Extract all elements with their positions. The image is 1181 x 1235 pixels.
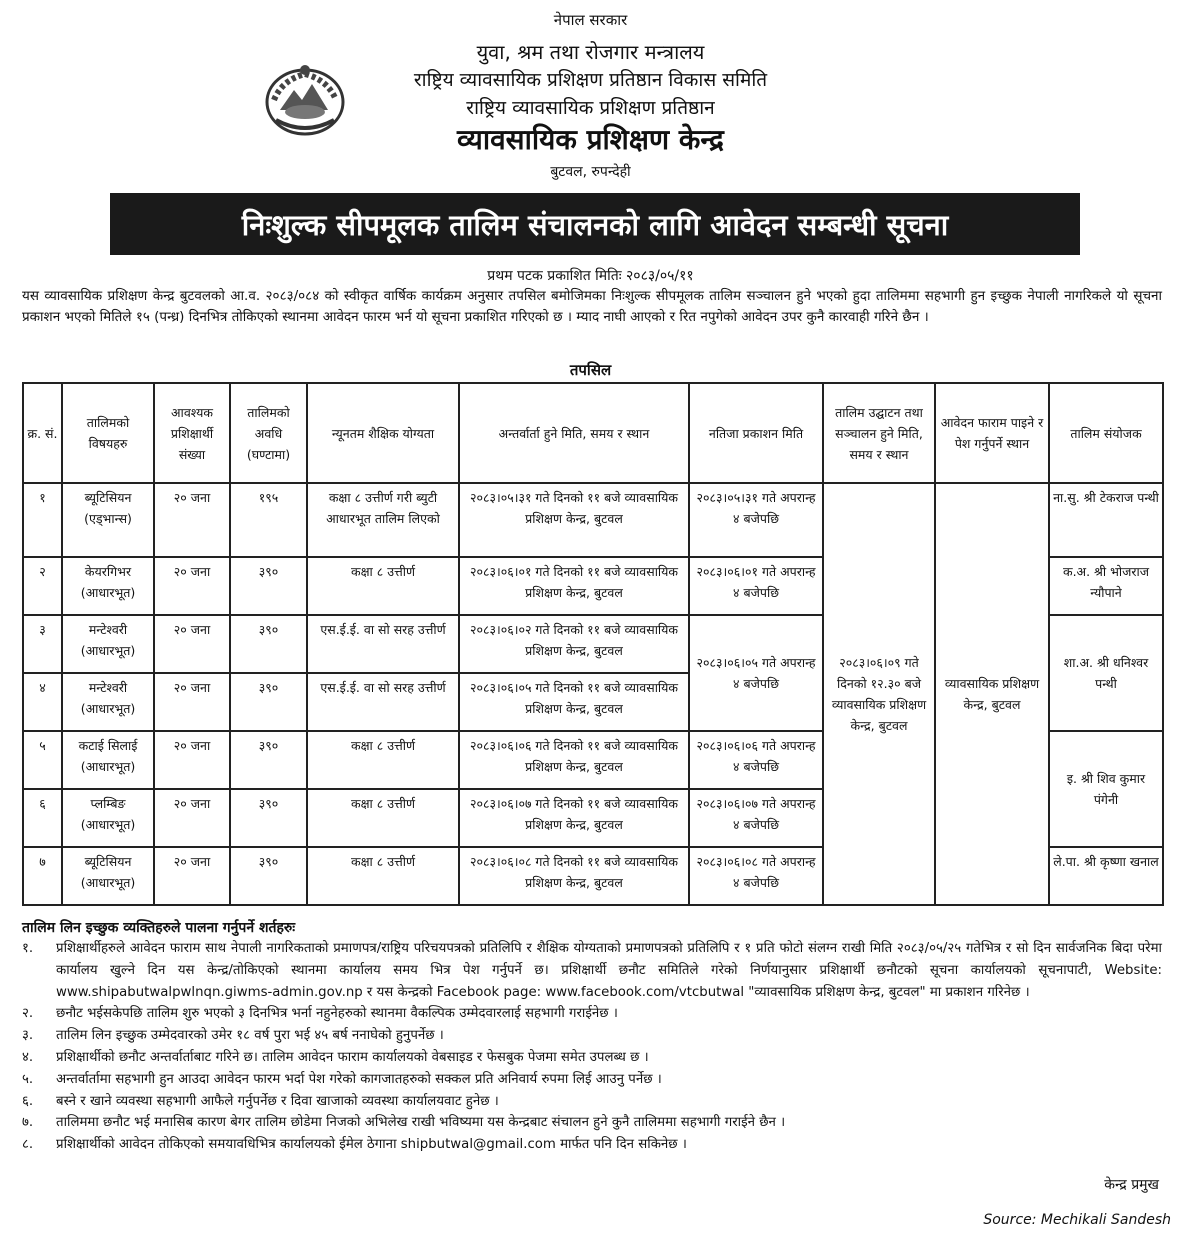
cell-coordinator: ले.पा. श्री कृष्णा खनाल	[1049, 847, 1163, 905]
cell-qualification: कक्षा ८ उत्तीर्ण	[307, 557, 459, 615]
cell-subject: केयरगिभर (आधारभूत)	[62, 557, 154, 615]
cell-result: २०८३।०६।०६ गते अपरान्ह ४ बजेपछि	[689, 731, 823, 789]
cell-duration: १९५	[230, 483, 307, 557]
cell-subject: मन्टेश्वरी (आधारभूत)	[62, 615, 154, 673]
cell-sn: ५	[23, 731, 62, 789]
cell-interview: २०८३।०६।०८ गते दिनको ११ बजे व्यावसायिक प्रशिक्षण केन्द्र, बुटवल	[459, 847, 689, 905]
header-committee: राष्ट्रिय व्यावसायिक प्रशिक्षण प्रतिष्ठान विकास समिति	[413, 69, 768, 91]
cell-coordinator: ना.सु. श्री टेकराज पन्थी	[1049, 483, 1163, 557]
cell-result: २०८३।०६।०८ गते अपरान्ह ४ बजेपछि	[689, 847, 823, 905]
header-ministry: युवा, श्रम तथा रोजगार मन्त्रालय	[476, 40, 705, 64]
cell-qualification: कक्षा ८ उत्तीर्ण	[307, 847, 459, 905]
list-item	[22, 1112, 1162, 1134]
cell-qualification: कक्षा ८ उत्तीर्ण	[307, 789, 459, 847]
cell-trainees: २० जना	[154, 483, 230, 557]
cell-interview: २०८३।०५।३१ गते दिनको ११ बजे व्यावसायिक प्रशिक्षण केन्द्र, बुटवल	[459, 483, 689, 557]
cell-interview: २०८३।०६।०१ गते दिनको ११ बजे व्यावसायिक प्रशिक्षण केन्द्र, बुटवल	[459, 557, 689, 615]
col-header-form: आवेदन फाराम पाइने र पेश गर्नुपर्ने स्थान	[935, 383, 1049, 483]
col-header-result: नतिजा प्रकाशन मिति	[689, 383, 823, 483]
condition-text: तालिम लिन इच्छुक उम्मेदवारको उमेर १८ वर्ष पुरा भई ४५ बर्ष ननाघेको हुनुपर्नेछ ।	[56, 1028, 444, 1044]
table-header-row	[23, 383, 1163, 483]
cell-subject: ब्यूटिसियन (एड्भान्स)	[62, 483, 154, 557]
cell-trainees: २० जना	[154, 847, 230, 905]
col-header-qualification: न्यूनतम शैक्षिक योग्यता	[307, 383, 459, 483]
cell-interview: २०८३।०६।०५ गते दिनको ११ बजे व्यावसायिक प्रशिक्षण केन्द्र, बुटवल	[459, 673, 689, 731]
cell-duration: ३९०	[230, 673, 307, 731]
cell-trainees: २० जना	[154, 557, 230, 615]
cell-subject: ब्यूटिसियन (आधारभूत)	[62, 847, 154, 905]
nepal-government-emblem-icon	[262, 60, 348, 138]
condition-text: तालिममा छनौट भई मनासिब कारण बेगर तालिम छोडेमा निजको अभिलेख राखी भविष्यमा यस केन्द्रबाट संचालन हुने कुनै तालिममा सहभागी गराईने छैन ।	[56, 1115, 786, 1131]
condition-text: अन्तर्वार्तामा सहभागी हुन आउदा आवेदन फारम भर्दा पेश गरेको कागजातहरुको सक्कल प्रति अनिवार्य रुपमा लिई आउनु पर्नेछ ।	[56, 1071, 662, 1087]
col-header-subject: तालिमको विषयहरु	[62, 383, 154, 483]
header-location: बुटवल, रुपन्देही	[550, 164, 631, 180]
intro-paragraph: यस व्यावसायिक प्रशिक्षण केन्द्र बुटवलको आ.व. २०८३/०८४ को स्वीकृत वार्षिक कार्यक्रम अनुसार तपसिल बमोजिमका निःशुल्क सीपमूलक तालिम सञ्चालन हुने भएको हुदा तालिममा सहभागी हुन इच्छुक नेपाली नागरिकले यो सूचना प्रकाशन भएको मितिले १५ (पन्ध्र) दिनभित्र तोकिएको स्थानमा आवेदन फारम भर्न यो सूचना प्रकाशित गरिएको छ । म्याद नाघी आएको र रित नपुगेको आवेदन उपर कुनै कारवाही गरिने छैन ।	[22, 288, 1163, 325]
condition-text: छनौट भईसकेपछि तालिम शुरु भएको ३ दिनभित्र भर्ना नहुनेहरुको स्थानमा वैकल्पिक उम्मेदवारलाई सहभागी गराईनेछ ।	[56, 1006, 618, 1022]
col-header-opening: तालिम उद्घाटन तथा सञ्चालन हुने मिति, समय र स्थान	[823, 383, 935, 483]
cell-subject: प्लम्बिङ (आधारभूत)	[62, 789, 154, 847]
list-item	[22, 1134, 1162, 1156]
condition-text: प्रशिक्षार्थीहरुले आवेदन फाराम साथ नेपाली नागरिकताको प्रमाणपत्र/राष्ट्रिय परिचयपत्रको प्रतिलिपि र शैक्षिक योग्यताको प्रमाणपत्रको प्रतिलिपि र १ प्रति फोटो संलग्न राखी मिति २०८३/०५/२५ गतेभित्र र सो दिन सार्वजनिक बिदा परेमा कार्यालय खुल्ने दिन यस केन्द्र/तोकिएको स्थानमा कार्यालय समय भित्र पेश गर्नुपर्ने छ। प्रशिक्षार्थी छनौट समितिले गरेको निर्णयानुसार प्रशिक्षार्थी छनौटको सूचना कार्यालयको सूचनापाटी, Website: www.shipabutwalpwlnqn.giwms-admin.gov.np र यस केन्द्रको Facebook page: www.facebook.com/vtcbutwal "व्यावसायिक प्रशिक्षण केन्द्र, बुटवल" मा प्रकाशन गरिनेछ ।	[56, 941, 1162, 1000]
header-government: नेपाल सरकार	[553, 11, 628, 29]
col-header-interview: अन्तर्वार्ता हुने मिति, समय र स्थान	[459, 383, 689, 483]
condition-text: बस्ने र खाने व्यवस्था सहभागी आफैले गर्नुपर्नेछ र दिवा खाजाको व्यवस्था कार्यालयवाट हुनेछ ।	[56, 1093, 499, 1109]
cell-subject: मन्टेश्वरी (आधारभूत)	[62, 673, 154, 731]
condition-number: ३.	[22, 1028, 34, 1044]
condition-number: ४.	[22, 1049, 34, 1065]
cell-trainees: २० जना	[154, 789, 230, 847]
list-item	[22, 1091, 1162, 1113]
cell-coordinator: क.अ. श्री भोजराज न्यौपाने	[1049, 557, 1163, 615]
cell-qualification: एस.ई.ई. वा सो सरह उत्तीर्ण	[307, 615, 459, 673]
condition-text: प्रशिक्षार्थीको छनौट अन्तर्वार्ताबाट गरिने छ। तालिम आवेदन फाराम कार्यालयको वेबसाइड र फेसबुक पेजमा समेत उपलब्ध छ ।	[56, 1049, 649, 1065]
cell-coordinator: शा.अ. श्री धनिश्वर पन्थी	[1049, 615, 1163, 731]
col-header-duration: तालिमको अवधि (घण्टामा)	[230, 383, 307, 483]
condition-number: १.	[22, 941, 34, 956]
cell-result-merged: २०८३।०६।०५ गते अपरान्ह ४ बजेपछि	[689, 615, 823, 731]
list-item	[22, 1069, 1162, 1091]
list-item	[22, 1025, 1162, 1047]
cell-trainees: २० जना	[154, 673, 230, 731]
conditions-list	[22, 938, 1162, 1156]
cell-interview: २०८३।०६।०२ गते दिनको ११ बजे व्यावसायिक प्रशिक्षण केन्द्र, बुटवल	[459, 615, 689, 673]
cell-duration: ३९०	[230, 789, 307, 847]
cell-opening-merged: २०८३।०६।०९ गते दिनको १२.३० बजे व्यावसायिक प्रशिक्षण केन्द्र, बुटवल	[823, 483, 935, 905]
cell-coordinator: इ. श्री शिव कुमार पंगेनी	[1049, 731, 1163, 847]
list-item	[22, 1003, 1162, 1025]
conditions-title: तालिम लिन इच्छुक व्यक्तिहरुले पालना गर्नुपर्ने शर्तहरुः	[22, 920, 296, 936]
cell-duration: ३९०	[230, 615, 307, 673]
cell-qualification: एस.ई.ई. वा सो सरह उत्तीर्ण	[307, 673, 459, 731]
published-date: प्रथम पटक प्रकाशित मितिः २०८३/०५/११	[487, 268, 694, 284]
table-row	[23, 483, 1163, 557]
cell-trainees: २० जना	[154, 615, 230, 673]
col-header-sn: क्र. सं.	[23, 383, 62, 483]
cell-interview: २०८३।०६।०६ गते दिनको ११ बजे व्यावसायिक प्रशिक्षण केन्द्र, बुटवल	[459, 731, 689, 789]
cell-qualification: कक्षा ८ उत्तीर्ण	[307, 731, 459, 789]
cell-sn: १	[23, 483, 62, 557]
cell-trainees: २० जना	[154, 731, 230, 789]
col-header-trainees: आवश्यक प्रशिक्षार्थी संख्या	[154, 383, 230, 483]
condition-number: ७.	[22, 1115, 34, 1131]
condition-text: प्रशिक्षार्थीको आवेदन तोकिएको समयावधिभित्र कार्यालयको ईमेल ठेगाना shipbutwal@gmail.com मार्फत पनि दिन सकिनेछ ।	[56, 1137, 687, 1153]
list-item	[22, 938, 1162, 1003]
cell-sn: २	[23, 557, 62, 615]
signer-title: केन्द्र प्रमुख	[1104, 1177, 1159, 1193]
cell-sn: ३	[23, 615, 62, 673]
notice-title-banner: निःशुल्क सीपमूलक तालिम संचालनको लागि आवेदन सम्बन्धी सूचना	[110, 193, 1080, 255]
list-item	[22, 1047, 1162, 1069]
condition-number: २.	[22, 1006, 34, 1022]
cell-result: २०८३।०६।०१ गते अपरान्ह ४ बजेपछि	[689, 557, 823, 615]
header-center-name: व्यावसायिक प्रशिक्षण केन्द्र	[457, 123, 724, 156]
cell-duration: ३९०	[230, 557, 307, 615]
condition-number: ५.	[22, 1071, 34, 1087]
cell-sn: ६	[23, 789, 62, 847]
cell-sn: ४	[23, 673, 62, 731]
schedule-heading: तपसिल	[569, 361, 612, 379]
cell-duration: ३९०	[230, 731, 307, 789]
cell-duration: ३९०	[230, 847, 307, 905]
cell-sn: ७	[23, 847, 62, 905]
header-academy: राष्ट्रिय व्यावसायिक प्रशिक्षण प्रतिष्ठान	[466, 97, 715, 119]
cell-interview: २०८३।०६।०७ गते दिनको ११ बजे व्यावसायिक प्रशिक्षण केन्द्र, बुटवल	[459, 789, 689, 847]
training-schedule-table	[22, 382, 1164, 906]
cell-qualification: कक्षा ८ उत्तीर्ण गरी ब्युटी आधारभूत तालिम लिएको	[307, 483, 459, 557]
cell-subject: कटाई सिलाई (आधारभूत)	[62, 731, 154, 789]
condition-number: ६.	[22, 1093, 34, 1109]
source-credit: Source: Mechikali Sandesh	[983, 1212, 1171, 1228]
cell-result: २०८३।०६।०७ गते अपरान्ह ४ बजेपछि	[689, 789, 823, 847]
col-header-coordinator: तालिम संयोजक	[1049, 383, 1163, 483]
cell-form-merged: व्यावसायिक प्रशिक्षण केन्द्र, बुटवल	[935, 483, 1049, 905]
condition-number: ८.	[22, 1137, 34, 1153]
cell-result: २०८३।०५।३१ गते अपरान्ह ४ बजेपछि	[689, 483, 823, 557]
